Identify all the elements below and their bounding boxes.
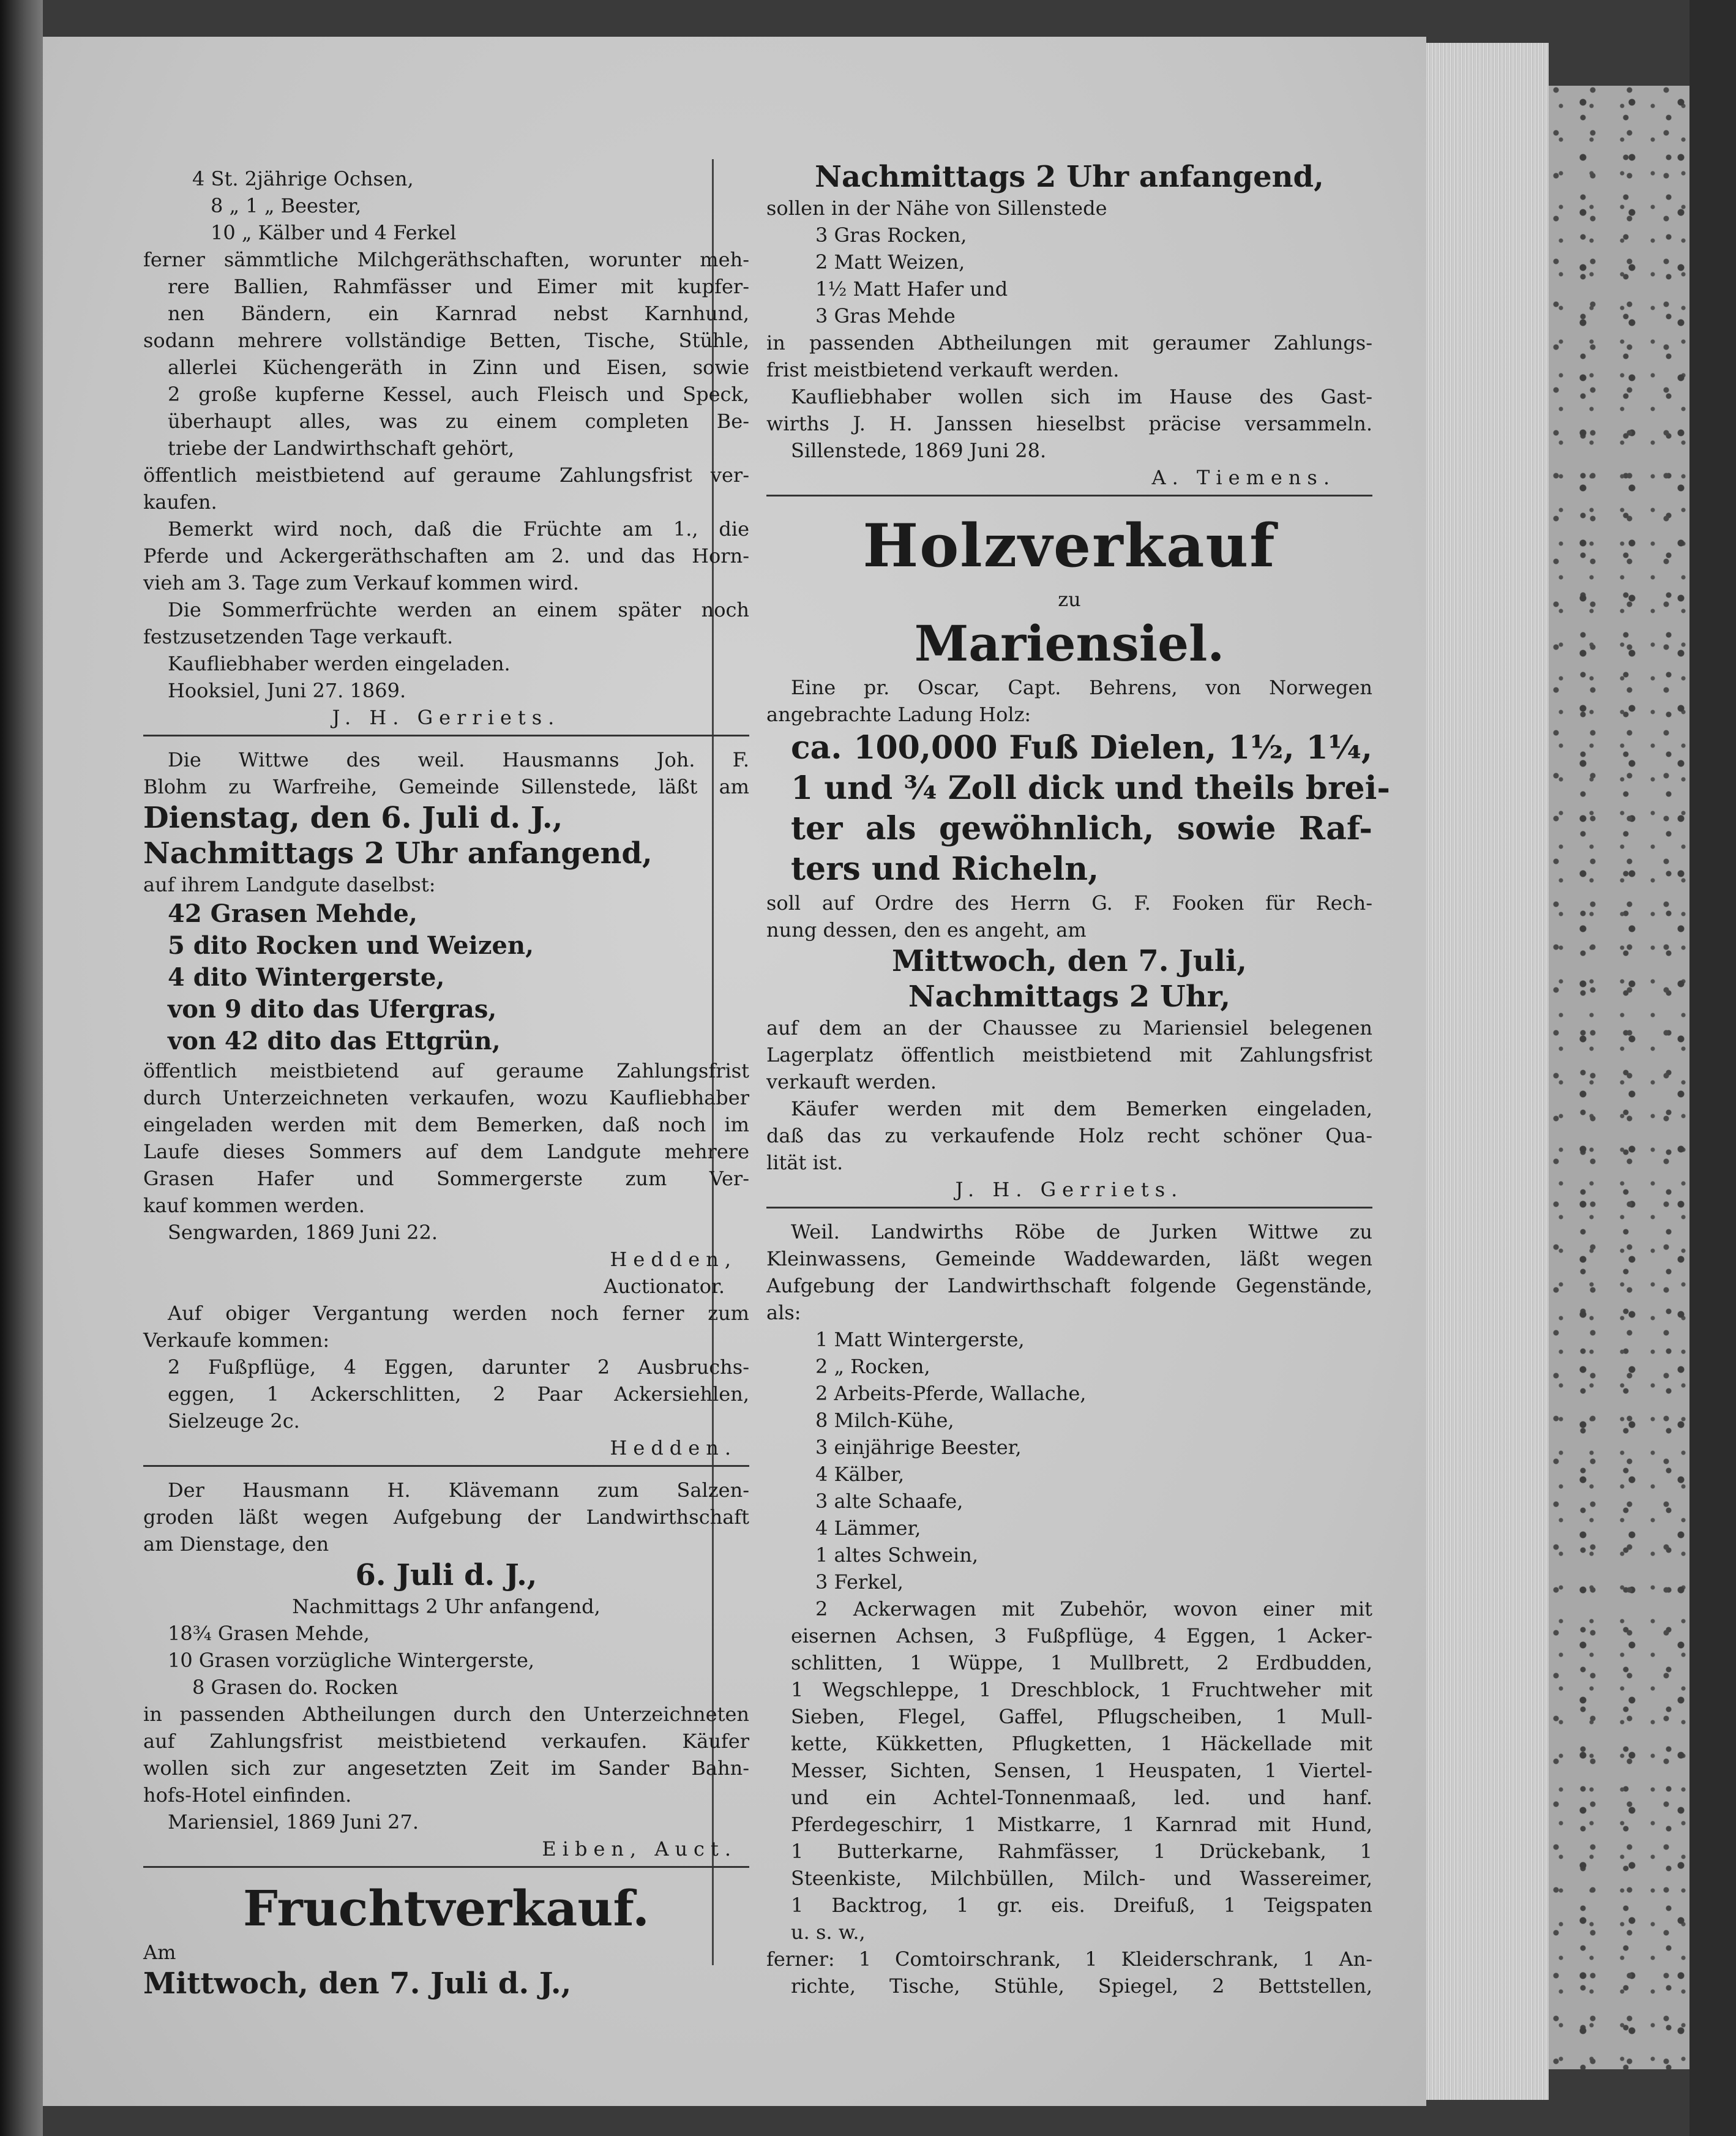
- ad-date-heading: Mittwoch, den 7. Juli,: [892, 944, 1247, 978]
- ad-signature: Hedden.: [610, 1436, 737, 1460]
- ad-line: zu: [1058, 588, 1081, 611]
- ad-item: 4 dito Wintergerste,: [168, 963, 445, 992]
- ad-signature: Eiben, Auct.: [542, 1837, 737, 1861]
- ad-signature-title: Auctionator.: [604, 1275, 725, 1298]
- ad-line: ferner: 1 Comtoirschrank, 1 Kleiderschrank, 1 An-: [766, 1947, 1372, 1971]
- ad-item: 3 Ferkel,: [815, 1570, 904, 1594]
- ad-bold-line: ca. 100,000 Fuß Dielen, 1½, 1¼,: [791, 729, 1372, 766]
- ad-line: in passenden Abtheilungen mit geraumer Zahlungs-: [766, 331, 1372, 354]
- ad-line: 4 St. 2jährige Ochsen,: [192, 167, 414, 190]
- ad-separator: [766, 495, 1372, 503]
- ad-line: öffentlich meistbietend auf geraume Zahlungsfrist: [143, 1059, 749, 1082]
- ad-livestock-sale: [143, 165, 749, 731]
- ad-line: durch Unterzeichneten verkaufen, wozu Kaufliebhaber: [143, 1086, 749, 1109]
- ad-line: Steenkiste, Milchbüllen, Milch- und Wassereimer,: [791, 1867, 1372, 1890]
- ad-line: Pferde und Ackergeräthschaften am 2. und das Horn-: [143, 544, 749, 568]
- ad-item: 3 Gras Rocken,: [815, 223, 967, 247]
- ad-line: groden läßt wegen Aufgebung der Landwirthschaft: [143, 1505, 749, 1529]
- ad-land-auction: [143, 746, 749, 1461]
- ad-bold-line: 1 und ¾ Zoll dick und theils brei-: [791, 770, 1390, 807]
- ad-line: u. s. w.,: [791, 1921, 866, 1944]
- ad-item: 8 Milch-Kühe,: [815, 1409, 954, 1432]
- ad-line: Laufe dieses Sommers auf dem Landgute mehrere: [143, 1140, 749, 1163]
- ad-line: 8 „ 1 „ Beester,: [211, 194, 362, 217]
- ad-crop-sale: [766, 159, 1372, 491]
- ad-line: Sielzeuge 2c.: [168, 1409, 300, 1433]
- ad-line: Kleinwassens, Gemeinde Waddewarden, läßt wegen: [766, 1247, 1372, 1270]
- ad-line: 2 Fußpflüge, 4 Eggen, darunter 2 Ausbruchs-: [168, 1355, 749, 1379]
- ad-date-heading: Dienstag, den 6. Juli d. J.,: [143, 801, 563, 835]
- ad-line: kauf kommen werden.: [143, 1194, 365, 1217]
- ad-item: 18¾ Grasen Mehde,: [168, 1622, 370, 1645]
- ad-line: kaufen.: [143, 490, 217, 514]
- left-column-text: [143, 165, 749, 2001]
- ad-line: am Dienstage, den: [143, 1532, 329, 1556]
- right-column-text: [766, 159, 1390, 1999]
- ad-line: rere Ballien, Rahmfässer und Eimer mit kupfer-: [168, 275, 749, 298]
- ad-line: Eine pr. Oscar, Capt. Behrens, von Norwegen: [791, 676, 1372, 699]
- ad-time: Nachmittags 2 Uhr anfangend,: [292, 1595, 600, 1618]
- ad-line: nen Bändern, ein Karnrad nebst Karnhund,: [168, 302, 749, 325]
- ad-date-heading: Mittwoch, den 7. Juli d. J.,: [143, 1966, 572, 2001]
- ad-line: Verkaufe kommen:: [143, 1328, 330, 1352]
- ad-date: Hooksiel, Juni 27. 1869.: [168, 679, 406, 702]
- ad-item: 1 Matt Wintergerste,: [815, 1328, 1025, 1351]
- ad-date: Mariensiel, 1869 Juni 27.: [168, 1810, 419, 1834]
- ad-time-heading: Nachmittags 2 Uhr anfangend,: [815, 160, 1324, 194]
- ad-line: richte, Tische, Stühle, Spiegel, 2 Bettstellen,: [791, 1974, 1372, 1998]
- ad-line: Aufgebung der Landwirthschaft folgende Gegenstände,: [766, 1274, 1372, 1297]
- book-cover-edge: [1549, 86, 1689, 2069]
- ad-line: kette, Kükketten, Pflugketten, 1 Häckellade mit: [791, 1732, 1372, 1755]
- ad-item: 42 Grasen Mehde,: [168, 899, 417, 928]
- ad-date-heading: 6. Juli d. J.,: [355, 1558, 537, 1592]
- ad-line: 2 große kupferne Kessel, auch Fleisch und Speck,: [168, 383, 749, 406]
- ad-place-heading: Mariensiel.: [914, 615, 1225, 672]
- ad-wood-sale: [766, 506, 1390, 1203]
- ad-item: 2 Matt Weizen,: [815, 250, 965, 274]
- ad-time-heading: Nachmittags 2 Uhr,: [908, 980, 1231, 1014]
- ad-item: von 42 dito das Ettgrün,: [168, 1027, 501, 1055]
- newspaper-page: [43, 37, 1426, 2106]
- ad-line: Die Sommerfrüchte werden an einem später noch: [168, 598, 749, 621]
- ad-item: von 9 dito das Ufergras,: [168, 995, 497, 1024]
- ad-line: auf dem an der Chaussee zu Mariensiel belegenen: [766, 1016, 1372, 1040]
- ad-line: wirths J. H. Janssen hieselbst präcise versammeln.: [766, 412, 1372, 435]
- ad-line: hofs-Hotel einfinden.: [143, 1783, 352, 1807]
- ad-item: 1 altes Schwein,: [815, 1543, 979, 1567]
- ad-item: 8 Grasen do. Rocken: [192, 1676, 398, 1699]
- ad-bold-line: ters und Richeln,: [791, 850, 1099, 888]
- ad-signature: J. H. Gerriets.: [955, 1178, 1184, 1201]
- ad-item: 5 dito Rocken und Weizen,: [168, 931, 534, 960]
- ad-headline: Holzverkauf: [862, 511, 1276, 580]
- ad-line: festzusetzenden Tage verkauft.: [143, 625, 454, 648]
- ad-line: Der Hausmann H. Klävemann zum Salzen-: [168, 1478, 749, 1502]
- ad-separator: [143, 1866, 749, 1874]
- ad-item: 3 alte Schaafe,: [815, 1490, 963, 1513]
- ad-line: eggen, 1 Ackerschlitten, 2 Paar Ackersiehlen,: [168, 1382, 749, 1406]
- ad-line: und ein Achtel-Tonnenmaaß, led. und hanf.: [791, 1786, 1372, 1809]
- ad-line: Weil. Landwirths Röbe de Jurken Wittwe zu: [791, 1220, 1372, 1243]
- ad-line: sollen in der Nähe von Sillenstede: [766, 197, 1107, 220]
- ad-line: eisernen Achsen, 3 Fußpflüge, 4 Eggen, 1 Acker-: [791, 1624, 1372, 1647]
- ad-line: öffentlich meistbietend auf geraume Zahlungsfrist ver-: [143, 463, 749, 487]
- ad-line: Bemerkt wird noch, daß die Früchte am 1., die: [168, 517, 749, 541]
- ad-line: eingeladen werden mit dem Bemerken, daß noch im: [143, 1113, 749, 1136]
- ad-separator: [143, 735, 749, 743]
- background: [1689, 0, 1736, 2136]
- ad-line: Auf obiger Vergantung werden noch ferner zum: [168, 1302, 749, 1325]
- ad-item: 10 Grasen vorzügliche Wintergerste,: [168, 1649, 535, 1672]
- ad-item: 1½ Matt Hafer und: [815, 277, 1008, 301]
- ad-line: 1 Backtrog, 1 gr. eis. Dreifuß, 1 Teigspaten: [791, 1894, 1372, 1917]
- ad-line: schlitten, 1 Wüppe, 1 Mullbrett, 2 Erdbudden,: [791, 1651, 1372, 1674]
- ad-farm-dissolution: [766, 1218, 1372, 1999]
- ad-line: überhaupt alles, was zu einem completen Be-: [168, 410, 749, 433]
- ad-signature: A. Tiemens.: [1151, 466, 1336, 489]
- ad-line: Kaufliebhaber wollen sich im Hause des Gast-: [791, 385, 1372, 408]
- ad-line: vieh am 3. Tage zum Verkauf kommen wird.: [143, 571, 579, 594]
- ad-line: Am: [143, 1941, 176, 1964]
- ad-line: sodann mehrere vollständige Betten, Tische, Stühle,: [143, 329, 749, 352]
- ad-item: 2 „ Rocken,: [815, 1355, 930, 1378]
- ad-item: 3 Gras Mehde: [815, 304, 956, 328]
- ad-line: auf Zahlungsfrist meistbietend verkaufen. Käufer: [143, 1729, 749, 1753]
- ad-line: Pferdegeschirr, 1 Mistkarre, 1 Karnrad mit Hund,: [791, 1813, 1372, 1836]
- ad-line: Blohm zu Warfreihe, Gemeinde Sillenstede, läßt am: [143, 775, 749, 798]
- ad-line: 2 Ackerwagen mit Zubehör, wovon einer mit: [815, 1597, 1372, 1621]
- ad-line: Die Wittwe des weil. Hausmanns Joh. F.: [168, 748, 749, 771]
- book-fore-edge: [1426, 43, 1549, 2100]
- ad-signature: Hedden,: [610, 1248, 737, 1271]
- ad-line: lität ist.: [766, 1151, 844, 1174]
- ad-line: verkauft werden.: [766, 1070, 937, 1093]
- ad-line: Käufer werden mit dem Bemerken eingeladen,: [791, 1097, 1372, 1120]
- ad-separator: [766, 1207, 1372, 1215]
- ad-line: frist meistbietend verkauft werden.: [766, 358, 1120, 381]
- ad-time-heading: Nachmittags 2 Uhr anfangend,: [143, 836, 653, 871]
- ad-line: wollen sich zur angesetzten Zeit im Sander Bahn-: [143, 1756, 749, 1780]
- ad-grass-auction: [143, 1477, 749, 1862]
- ad-line: Lagerplatz öffentlich meistbietend mit Zahlungsfrist: [766, 1043, 1372, 1066]
- ad-line: nung dessen, den es angeht, am: [766, 918, 1087, 942]
- ad-line: allerlei Küchengeräth in Zinn und Eisen, sowie: [168, 356, 749, 379]
- ad-date: Sillenstede, 1869 Juni 28.: [791, 439, 1047, 462]
- ad-line: 10 „ Kälber und 4 Ferkel: [211, 221, 457, 244]
- ad-date: Sengwarden, 1869 Juni 22.: [168, 1221, 438, 1244]
- book-gutter: [0, 0, 43, 2136]
- ad-line: triebe der Landwirthschaft gehört,: [168, 437, 515, 460]
- ad-item: 2 Arbeits-Pferde, Wallache,: [815, 1382, 1087, 1405]
- ad-headline: Fruchtverkauf.: [243, 1879, 649, 1937]
- ad-line: daß das zu verkaufende Holz recht schöner Qua-: [766, 1124, 1372, 1147]
- ad-line: auf ihrem Landgute daselbst:: [143, 873, 436, 896]
- ad-item: 4 Kälber,: [815, 1463, 905, 1486]
- ad-line: ferner sämmtliche Milchgeräthschaften, worunter meh-: [143, 248, 749, 271]
- ad-separator: [143, 1465, 749, 1473]
- ad-line: angebrachte Ladung Holz:: [766, 703, 1031, 726]
- ad-line: soll auf Ordre des Herrn G. F. Fooken für Rech-: [766, 891, 1372, 915]
- ad-line: in passenden Abtheilungen durch den Unterzeichneten: [143, 1703, 749, 1726]
- ad-line: Sieben, Flegel, Gaffel, Pflugscheiben, 1 Mull-: [791, 1705, 1372, 1728]
- ad-line: Grasen Hafer und Sommergerste zum Ver-: [143, 1167, 749, 1190]
- ad-item: 4 Lämmer,: [815, 1516, 921, 1540]
- ad-item: 3 einjährige Beester,: [815, 1436, 1022, 1459]
- ad-line: Messer, Sichten, Sensen, 1 Heuspaten, 1 Viertel-: [791, 1759, 1372, 1782]
- ad-line: 1 Wegschleppe, 1 Dreschblock, 1 Fruchtweher mit: [791, 1678, 1372, 1701]
- ad-line: als:: [766, 1301, 801, 1324]
- ad-fruit-sale: [143, 1878, 749, 2001]
- ad-bold-line: ter als gewöhnlich, sowie Raf-: [791, 810, 1372, 847]
- ad-signature: J. H. Gerriets.: [332, 706, 561, 729]
- ad-line: 1 Butterkarne, Rahmfässer, 1 Drückebank, 1: [791, 1840, 1372, 1863]
- ad-line: Kaufliebhaber werden eingeladen.: [168, 652, 511, 675]
